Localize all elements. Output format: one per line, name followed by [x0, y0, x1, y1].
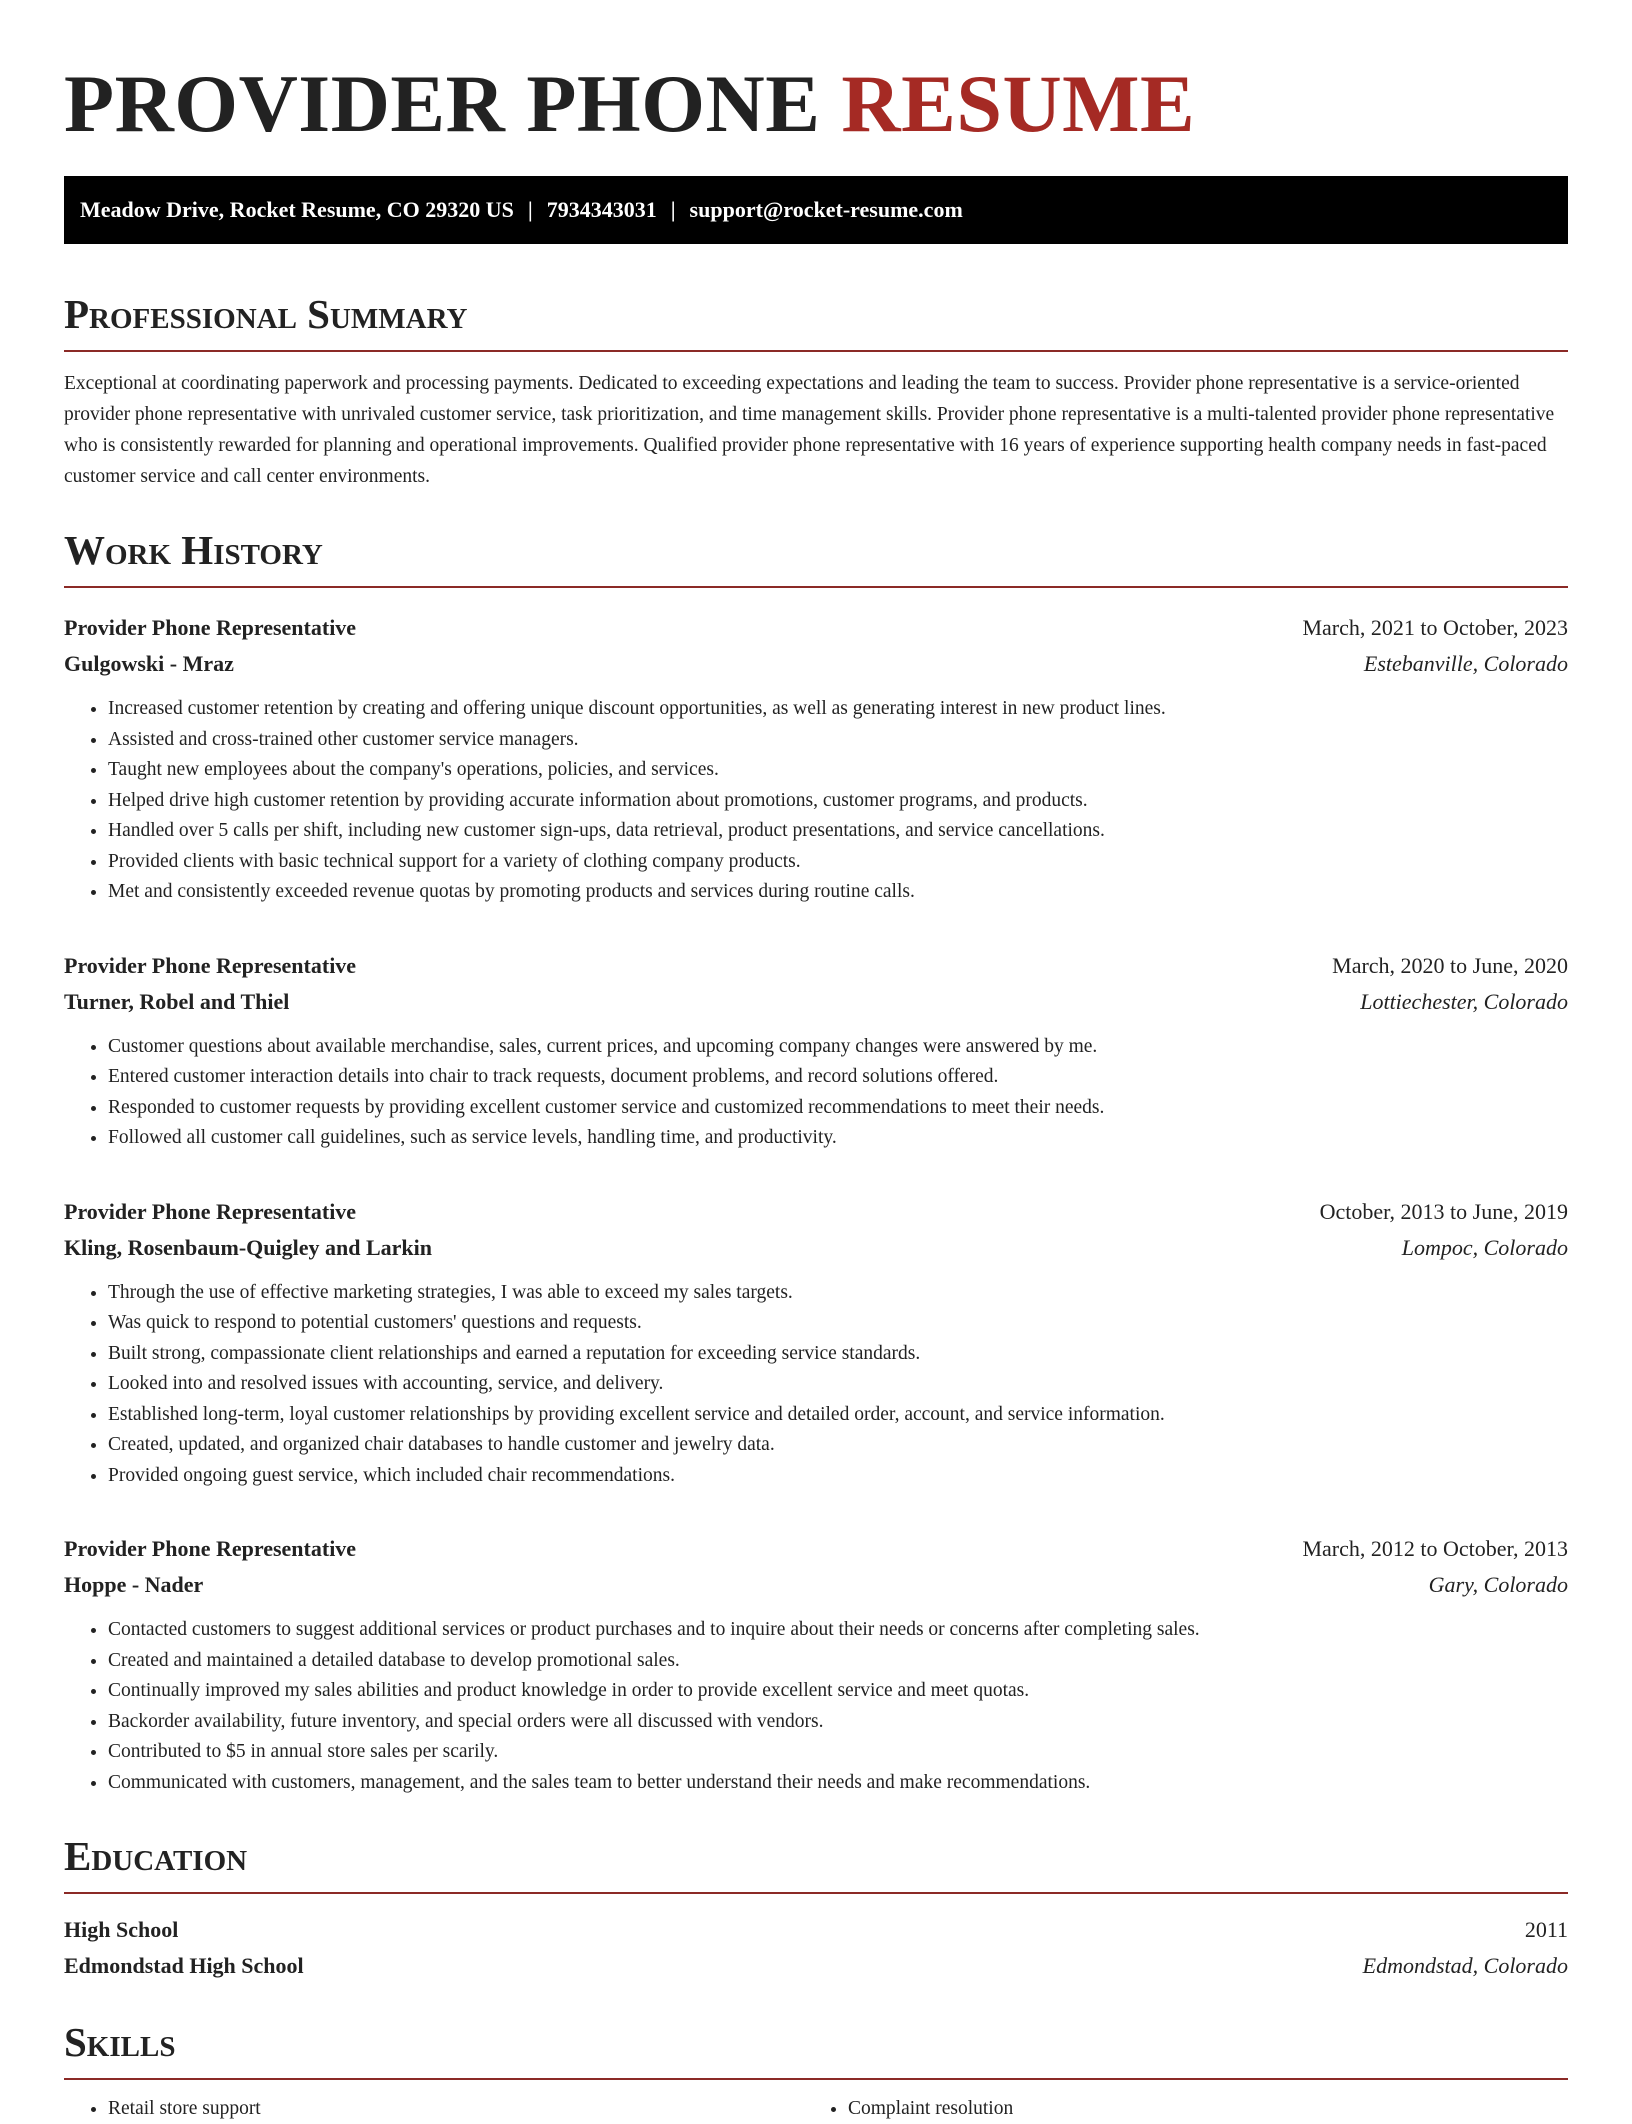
education-degree-row [64, 1912, 1568, 1948]
job-company-row [64, 1567, 1568, 1603]
education-school-row [64, 1948, 1568, 1984]
job-company-row [64, 1230, 1568, 1266]
education-year: 2011 [1524, 1917, 1568, 1942]
job-bullet: • Through the use of effective marketing strategies, I was able to exceed my sales targets. [108, 1278, 1568, 1309]
skills-grid [64, 2094, 1568, 2124]
education-degree: High School [64, 1917, 179, 1942]
job-location: Lottiechester, Colorado [1360, 988, 1568, 1014]
job-company-row [64, 984, 1568, 1020]
job-bullet: • Was quick to respond to potential customers' questions and requests. [108, 1308, 1568, 1339]
job-bullet: • Built strong, compassionate client relationships and earned a reputation for exceeding service standards. [108, 1339, 1568, 1370]
work-history-heading: Work History [64, 527, 323, 573]
job-entry [64, 1194, 1568, 1492]
education-section [64, 1828, 1568, 1984]
job-header-row [64, 1531, 1568, 1567]
job-bullet: • Customer questions about available merchandise, sales, current prices, and upcoming company changes were answered by me. [108, 1032, 1568, 1063]
job-bullet: • Assisted and cross-trained other customer service managers. [108, 725, 1568, 756]
job-bullet: • Followed all customer call guidelines, such as service levels, handling time, and productivity. [108, 1123, 1568, 1154]
job-company: Kling, Rosenbaum-Quigley and Larkin [64, 1234, 432, 1260]
job-position: Provider Phone Representative [64, 615, 357, 640]
job-bullet: • Entered customer interaction details into chair to track requests, document problems, and record solutions offered. [108, 1062, 1568, 1093]
job-dates: March, 2020 to June, 2020 [1332, 952, 1568, 978]
job-bullet: • Backorder availability, future inventory, and special orders were all discussed with vendors. [108, 1707, 1568, 1738]
job-entry [64, 610, 1568, 908]
job-location: Gary, Colorado [1428, 1572, 1568, 1597]
job-bullet-list [64, 1278, 1568, 1492]
summary-text: Exceptional at coordinating paperwork and processing payments. Dedicated to exceeding expectations and leading the team to success. Provider phone representative is a service-oriented provider phone representative with unrivaled customer service, task prioritization, and time management skills. Provider phone representative is a multi-talented provider phone representative who is consistently rewarded for planning and operational improvements. Qualified provider phone representative with 16 years of experience supporting health company needs in fast-paced customer service and call center environments. [64, 373, 1555, 487]
job-bullet: • Communicated with customers, management, and the sales team to better understand their needs and make recommendations. [108, 1768, 1568, 1799]
job-bullet: • Contributed to $5 in annual store sales per scarily. [108, 1737, 1568, 1768]
job-bullet-list [64, 1032, 1568, 1154]
job-bullet: • Contacted customers to suggest additional services or product purchases and to inquire about their needs or concerns after completing sales. [108, 1615, 1568, 1646]
job-bullet: • Increased customer retention by creating and offering unique discount opportunities, as well as generating interest in new product lines. [108, 694, 1568, 725]
section-divider [64, 1892, 1568, 1894]
job-company-row [64, 646, 1568, 682]
resume-title [64, 50, 1568, 158]
job-position: Provider Phone Representative [64, 1198, 357, 1224]
job-bullet: • Looked into and resolved issues with accounting, service, and delivery. [108, 1369, 1568, 1400]
job-bullet: • Provided ongoing guest service, which included chair recommendations. [108, 1461, 1568, 1492]
contact-address: Meadow Drive, Rocket Resume, CO 29320 US [80, 197, 514, 222]
job-bullet: • Continually improved my sales abilities and product knowledge in order to provide excellent service and meet quotas. [108, 1676, 1568, 1707]
resume-title-accent: RESUME [841, 58, 1196, 149]
section-divider [64, 586, 1568, 588]
job-location: Lompoc, Colorado [1401, 1234, 1568, 1260]
job-company: Hoppe - Nader [64, 1572, 204, 1597]
job-company: Gulgowski - Mraz [64, 651, 234, 676]
section-divider [64, 350, 1568, 352]
resume-title-main: PROVIDER PHONE [64, 58, 821, 149]
job-header-row [64, 948, 1568, 984]
skill-item: • Retail store support [108, 2094, 804, 2124]
job-entry [64, 1531, 1568, 1798]
contact-email[interactable]: support@rocket-resume.com [689, 197, 963, 222]
contact-separator: | [670, 197, 676, 222]
work-history-section [64, 522, 1568, 1798]
contact-bar [64, 176, 1568, 244]
job-dates: March, 2012 to October, 2013 [1302, 1536, 1568, 1561]
education-entry [64, 1912, 1568, 1984]
education-location: Edmondstad, Colorado [1362, 1953, 1568, 1978]
job-position: Provider Phone Representative [64, 952, 357, 978]
job-bullet-list [64, 694, 1568, 908]
job-bullet-list [64, 1615, 1568, 1798]
job-bullet: • Provided clients with basic technical support for a variety of clothing company products. [108, 847, 1568, 878]
job-dates: October, 2013 to June, 2019 [1319, 1198, 1568, 1224]
skills-section [64, 2014, 1568, 2124]
education-school: Edmondstad High School [64, 1953, 304, 1978]
job-bullet: • Helped drive high customer retention by providing accurate information about promotions, customer programs, and products. [108, 786, 1568, 817]
summary-heading: Professional Summary [64, 291, 468, 337]
job-bullet: • Established long-term, loyal customer relationships by providing excellent service and detailed order, account, and service information. [108, 1400, 1568, 1431]
skill-item: • Complaint resolution [848, 2094, 1544, 2124]
job-bullet: • Met and consistently exceeded revenue quotas by promoting products and services during routine calls. [108, 877, 1568, 908]
job-bullet: • Created, updated, and organized chair databases to handle customer and jewelry data. [108, 1430, 1568, 1461]
job-header-row [64, 1194, 1568, 1230]
skills-heading: Skills [64, 2019, 176, 2065]
job-bullet: • Responded to customer requests by providing excellent customer service and customized recommendations to meet their needs. [108, 1093, 1568, 1124]
job-bullet: • Taught new employees about the company's operations, policies, and services. [108, 755, 1568, 786]
job-entry [64, 948, 1568, 1154]
job-header-row [64, 610, 1568, 646]
job-position: Provider Phone Representative [64, 1536, 357, 1561]
job-dates: March, 2021 to October, 2023 [1302, 615, 1568, 640]
skills-column-right [804, 2094, 1544, 2124]
section-divider [64, 2078, 1568, 2080]
contact-phone[interactable]: 7934343031 [546, 197, 657, 222]
job-bullet: • Created and maintained a detailed database to develop promotional sales. [108, 1646, 1568, 1677]
education-heading: Education [64, 1833, 248, 1879]
summary-section [64, 286, 1568, 492]
job-location: Estebanville, Colorado [1363, 651, 1568, 676]
job-company: Turner, Robel and Thiel [64, 988, 290, 1014]
job-bullet: • Handled over 5 calls per shift, including new customer sign-ups, data retrieval, product presentations, and service cancellations. [108, 816, 1568, 847]
contact-separator: | [527, 197, 533, 222]
skills-column-left [64, 2094, 804, 2124]
